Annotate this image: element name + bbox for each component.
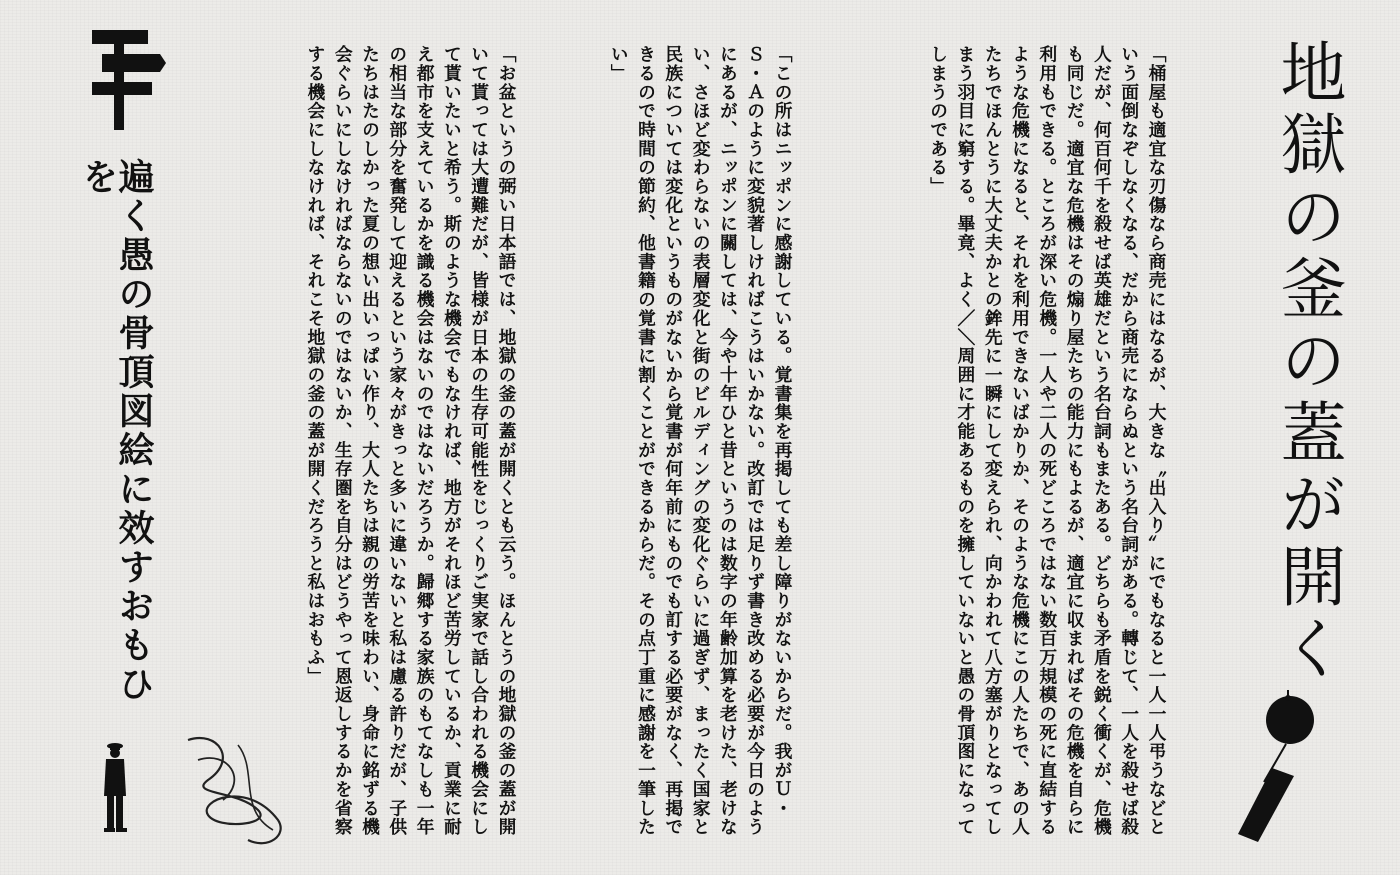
paragraph-3: 「お盆というの弼い日本語では、地獄の釜の蓋が開くとも云う。ほんとうの地獄の釜の蓋が開いて貰っては大遭難だが、皆様が日本の生存可能性をじっくりご実家で話し合われる機会にして貰いたいと希う。斯のような機会でもなければ、地方がそれほど苦労しているか、貢業に耐え都市を支えているかを識る機会はないのではないだろうか。歸郷する家族のもてなしも一年の相当な部分を奮発して迎えるという家々がきっと多いに違いないと私は慮る許りだが、子供たちはたのしかった夏の想い出いっぱい作り、大人たちは親の労苦を味わい、身命に銘ずる機会ぐらいにしなければならないのではないか、生存圏を自分はどうやって恩返しするかを省察する機会にしなければ、それこそ地獄の釜の蓋が開くだろうと私はおもふ」 (304, 45, 517, 837)
wind-chime-icon (1228, 690, 1328, 850)
signature-mark (178, 720, 298, 860)
paragraph-1: 「桶屋も適宜な刃傷なら商売にはなるが、大きな〝出入り〟にでもなると一人一人弔うなどという面倒なぞしなくなる、だから商売にならぬという名台詞がある。轉じて、一人を殺せば殺人だが、何百何千を殺せば英雄だという名台詞もまたある。どちらも矛盾を鋭く衝くが、危機も同じだ。適宜な危機はその煽り屋たちの能力にもよるが、適宜に収まればその危機を自らに利用もできる。ところが深い危機。一人や二人の死どころではない数百万規模の死に直結するような危機になると、それを利用できないばかりか、そのような危機にこの人たちで、あの人たちでほんとうに大丈夫かとの鉾先に一瞬にして変えられ、向かわれて八方塞がりとなってしまう羽目に窮する。畢竟、よく／＼周囲に才能あるものを擁していないと愚の骨頂图になってしまうのである」 (927, 45, 1167, 837)
subtitle: 遍く愚の骨頂図絵に效すおもひを (77, 158, 155, 704)
signpost-icon (88, 20, 168, 130)
paragraph-2: 「この所はニッポンに感謝している。覚書集を再掲しても差し障りがないからだ。我がＵ・Ｓ・Ａのように変貌著しければこうはいかない。改訂では足りず書き改める必要が今日のようにあるが、ニッポンに關しては、今や十年ひと昔というのは数字の年齢加算を老けた、老けない、さほど変わらないの表層変化と街のビルディングの変化ぐらいに過ぎず、まったく国家と民族については変化というものがないから覚書が何年前にものでも訂する必要がなく、再掲できるので時間の節約、他書籍の覚書に割くことができるからだ。その点丁重に感謝を一筆したい」 (608, 45, 793, 837)
page-title: 地獄の釜の蓋が開く (1269, 38, 1346, 686)
standing-man-icon (96, 740, 136, 835)
